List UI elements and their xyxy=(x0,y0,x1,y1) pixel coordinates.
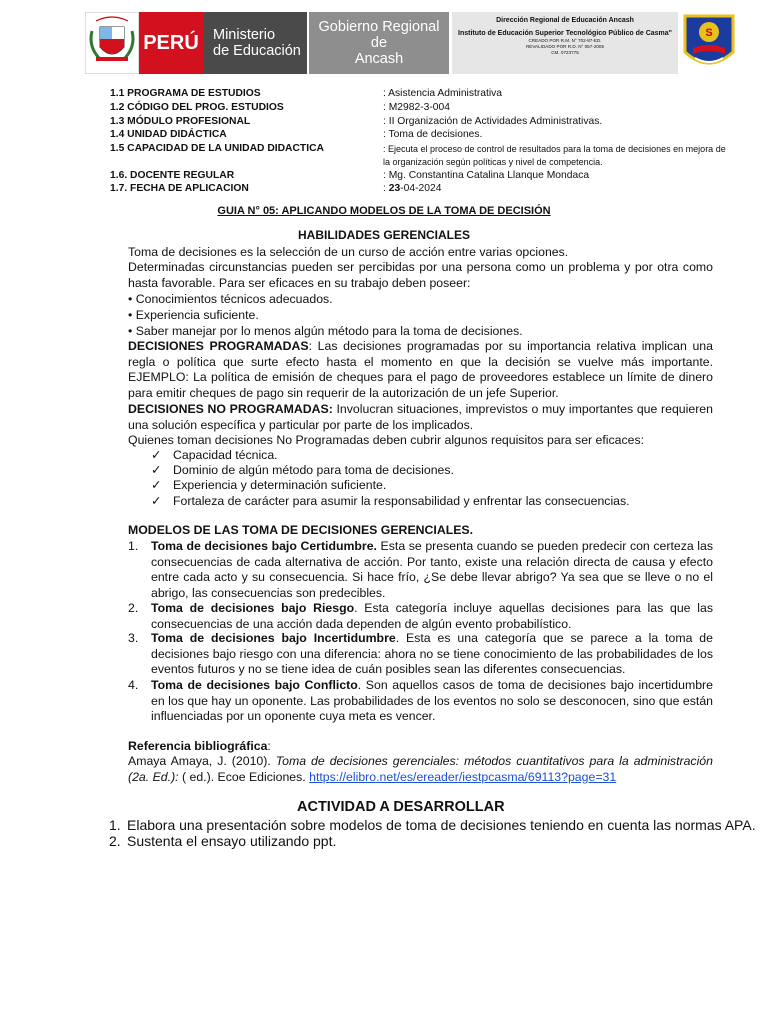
check-icon: ✓ xyxy=(151,463,162,477)
institute-emblem-icon xyxy=(681,12,737,74)
info-value-fecha xyxy=(383,183,441,194)
modelo-number: 1. xyxy=(128,539,139,553)
svg-text:S: S xyxy=(705,27,713,39)
actividad-item: Sustenta el ensayo utilizando ppt. xyxy=(127,833,337,849)
info-value-unidad: : Toma de decisiones. xyxy=(383,129,483,140)
requisito-text: Capacidad técnica. xyxy=(173,448,278,462)
modelo-text: . Son aquellos casos de toma de decisiones bajo incertidumbre en los que hay un oponente. Las probabilidades de los eventos no solo se desconocen, sino que están influenciadas por un oponente cuya meta es vencer. xyxy=(151,678,713,723)
fecha-rest: -04-2024 xyxy=(400,183,442,194)
bullet-item: • Saber manejar por lo menos algún método para la toma de decisiones. xyxy=(128,324,523,338)
requisito-item xyxy=(151,478,386,494)
modelo-number: 3. xyxy=(128,631,139,645)
requisito-item xyxy=(151,494,630,510)
requisito-item xyxy=(151,463,454,479)
modelo-title: Toma de decisiones bajo Certidumbre. xyxy=(151,539,377,553)
modelo-text: . Esta categoría incluye aquellas decisiones para las que las consecuencias de una acción dada dependen de algún evento probabilístico. xyxy=(151,601,713,631)
check-icon: ✓ xyxy=(151,494,162,508)
intro-line1: Toma de decisiones es la selección de un curso de acción entre varias opciones. xyxy=(128,245,569,259)
no-programadas-paragraph xyxy=(128,402,713,433)
info-label-codigo: 1.2 CÓDIGO DEL PROG. ESTUDIOS xyxy=(110,102,284,113)
bullet-text: Experiencia suficiente. xyxy=(135,308,259,322)
programadas-paragraph xyxy=(128,339,713,401)
gob-line2: Ancash xyxy=(354,51,404,67)
info-value-capacidad-line2: la organización según políticas y nivel de competencia. xyxy=(383,157,603,167)
coat-of-arms-icon xyxy=(86,13,138,73)
info-value-modulo: : II Organización de Actividades Administrativas. xyxy=(383,116,603,127)
bullet-item: • Conocimientos técnicos adecuados. xyxy=(128,292,333,306)
no-programadas-text: Involucran situaciones, imprevistos o muy importantes que requieren una solución específica y particular por parte de los implicados. xyxy=(128,402,713,432)
peru-shield-logo xyxy=(85,12,139,74)
referencia-label: Referencia bibliográfica xyxy=(128,739,268,753)
modelo-title: Toma de decisiones bajo Incertidumbre xyxy=(151,631,396,645)
bullet-text: Conocimientos técnicos adecuados. xyxy=(135,292,333,306)
referencia-rest: ( ed.). Ecoe Ediciones. xyxy=(178,769,310,784)
actividad-title: ACTIVIDAD A DESARROLLAR xyxy=(297,799,505,815)
info-label-modulo: 1.3 MÓDULO PROFESIONAL xyxy=(110,116,251,127)
modelo-item xyxy=(151,539,713,601)
programadas-text: : Las decisiones programadas por su importancia relativa implican una regla o política que surte efecto hasta el momento en que la decisión se vuelve más importante. EJEMPLO: La política de emisión de cheques para el pago de proveedores establece un límite de dinero para emitir cheques de pago sin requerir de la autorización de un jefe Superior. xyxy=(128,339,713,400)
gobierno-regional-logo xyxy=(309,12,449,74)
intro-line2: Determinadas circunstancias pueden ser percibidas por una persona como un problema y por otra como hasta favorable. Para ser eficaces en su trabajo deben poseer: xyxy=(128,260,713,290)
dir-line2: Instituto de Educación Superior Tecnológico Público de Casma" xyxy=(458,30,672,37)
modelo-number: 2. xyxy=(128,601,139,615)
minedu-line1: Ministerio xyxy=(213,27,276,43)
modelo-text: Esta se presenta cuando se pueden predecir con certeza las consecuencias de cada alternativa de acción. Por tanto, existe una relación directa de causa y efecto entre cada acto y su consecuencia. Si hace frío, ¿Se debe llevar abrigo? Ya sea que se lleve o no el abrigo, las consecuencias son predecibles. xyxy=(151,539,713,600)
guia-title: GUIA N° 05: APLICANDO MODELOS DE LA TOMA DE DECISIÓN xyxy=(217,205,551,217)
peru-label: PERÚ xyxy=(139,12,203,74)
requisito-text: Experiencia y determinación suficiente. xyxy=(173,478,387,492)
info-label-programa: 1.1 PROGRAMA DE ESTUDIOS xyxy=(110,88,261,99)
fecha-prefix: : xyxy=(383,183,389,194)
modelo-number: 4. xyxy=(128,678,139,692)
gob-line1: Gobierno Regional de xyxy=(318,19,440,51)
info-label-unidad: 1.4 UNIDAD DIDÁCTICA xyxy=(110,129,227,140)
requisito-text: Fortaleza de carácter para asumir la responsabilidad y enfrentar las consecuencias. xyxy=(173,494,630,508)
info-value-codigo: : M2982-3-004 xyxy=(383,102,450,113)
no-programadas-label: DECISIONES NO PROGRAMADAS: xyxy=(128,402,333,416)
modelo-item xyxy=(151,678,713,725)
info-label-capacidad: 1.5 CAPACIDAD DE LA UNIDAD DIDACTICA xyxy=(110,143,324,154)
programadas-label: DECISIONES PROGRAMADAS xyxy=(128,339,309,353)
minedu-line2: de Educación xyxy=(213,43,301,59)
info-value-programa: : Asistencia Administrativa xyxy=(383,88,503,99)
modelo-text: . Esta es una categoría que se parece a la toma de decisiones bajo riesgo con una diferencia: ahora no se tiene conocimiento de las probabilidades de los eventos futuros y no se tiene idea de cuán posibles sean las diferentes consecuencias. xyxy=(151,631,713,676)
check-icon: ✓ xyxy=(151,478,162,492)
modelo-item xyxy=(151,601,713,632)
dir-line5: CM. 0723775 xyxy=(551,50,579,55)
referencia-title: Toma de decisiones gerenciales: métodos cuantitativos para la administración (2a. Ed.): xyxy=(128,754,713,784)
referencia-colon: : xyxy=(267,739,271,753)
dir-line1: Dirección Regional de Educación Ancash xyxy=(496,17,634,24)
requisito-text: Dominio de algún método para toma de decisiones. xyxy=(173,463,454,477)
fecha-day: 23 xyxy=(388,183,401,194)
info-value-capacidad: : Ejecuta el proceso de control de resultados para la toma de decisiones en mejora de xyxy=(383,144,726,154)
bullet-item: • Experiencia suficiente. xyxy=(128,308,259,322)
actividad-item: Elabora una presentación sobre modelos de toma de decisiones teniendo en cuenta las normas APA. xyxy=(127,817,756,833)
institute-emblem xyxy=(681,12,737,74)
bullet-text: Saber manejar por lo menos algún método para la toma de decisiones. xyxy=(135,324,523,338)
actividad-number: 1. xyxy=(109,817,121,833)
modelo-title: Toma de decisiones bajo Conflicto xyxy=(151,678,358,692)
ministerio-educacion-logo xyxy=(203,12,307,74)
referencia-author: Amaya Amaya, J. (2010). xyxy=(128,754,276,768)
modelo-title: Toma de decisiones bajo Riesgo xyxy=(151,601,355,615)
modelos-title: MODELOS DE LAS TOMA DE DECISIONES GERENCIALES. xyxy=(128,523,474,537)
modelo-item xyxy=(151,631,713,678)
dir-line4: REVALIDADO POR R.D. N° 057-2005 xyxy=(525,44,605,49)
info-label-fecha: 1.7. FECHA DE APLICACION xyxy=(110,183,249,194)
check-icon: ✓ xyxy=(151,448,162,462)
info-value-docente: : Mg. Constantina Catalina Llanque Mondaca xyxy=(383,170,590,181)
requisito-item xyxy=(151,448,278,464)
habilidades-title: HABILIDADES GERENCIALES xyxy=(297,228,470,242)
referencia-heading xyxy=(128,739,713,755)
referencia-link[interactable]: https://elibro.net/es/ereader/iestpcasma/69113?page=31 xyxy=(309,769,617,784)
dir-line3: CREADO POR R.M. N° 702-87-ED. xyxy=(528,38,602,43)
info-label-docente: 1.6. DOCENTE REGULAR xyxy=(110,170,235,181)
referencia-citation xyxy=(128,754,713,785)
actividad-number: 2. xyxy=(109,833,121,849)
institution-box xyxy=(452,12,678,74)
header-banner xyxy=(85,12,763,74)
requisitos-intro: Quienes toman decisiones No Programadas deben cubrir algunos requisitos para ser eficaces: xyxy=(128,433,645,447)
